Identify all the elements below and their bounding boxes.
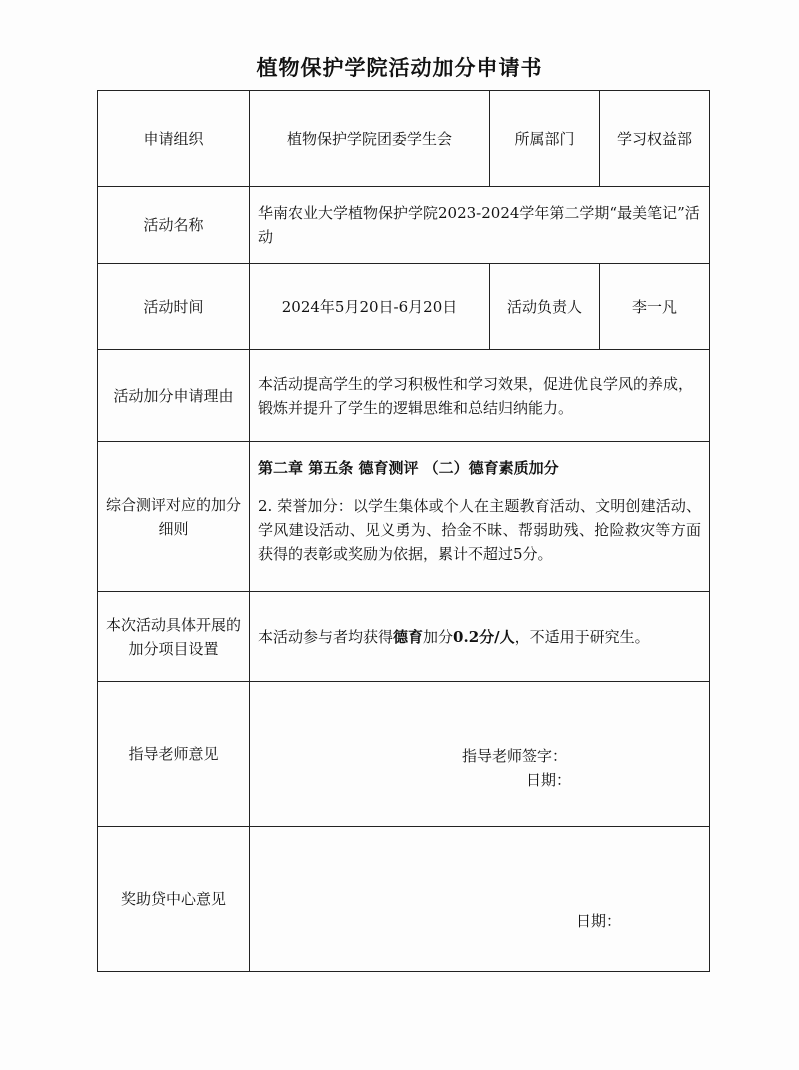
leader-label: 活动负责人 xyxy=(490,264,600,350)
rule-body: 2. 荣誉加分：以学生集体或个人在主题教育活动、文明创建活动、学风建设活动、见义勇为、拾金不昧、帮弱助残、抢险救灾等方面获得的表彰或奖励为依据，累计不超过5分。 xyxy=(258,497,701,563)
setting-text-mid: 加分 xyxy=(423,627,454,646)
teacher-sign-label: 指导老师签字： xyxy=(462,747,568,765)
row-setting xyxy=(98,592,710,682)
setting-text-bold2: 0.2分/人 xyxy=(453,627,515,646)
reason-label: 活动加分申请理由 xyxy=(98,350,250,442)
setting-text-post: ，不适用于研究生。 xyxy=(514,627,650,646)
row-rules xyxy=(98,442,710,592)
rule-cell xyxy=(250,442,710,592)
row-activity-name xyxy=(98,187,710,264)
form-title: 植物保护学院活动加分申请书 xyxy=(256,55,543,80)
rule-heading: 第二章 第五条 德育测评 （二）德育素质加分 xyxy=(258,459,559,477)
row-organization xyxy=(98,91,710,187)
setting-value xyxy=(250,592,710,682)
center-opinion-cell xyxy=(250,827,710,972)
center-date-label: 日期： xyxy=(576,912,622,930)
activity-name-value: 华南农业大学植物保护学院2023-2024学年第二学期“最美笔记”活动 xyxy=(250,187,710,264)
leader-value: 李一凡 xyxy=(600,264,710,350)
org-label: 申请组织 xyxy=(98,91,250,187)
row-teacher-opinion xyxy=(98,682,710,827)
rule-label: 综合测评对应的加分细则 xyxy=(98,442,250,592)
teacher-date-label: 日期： xyxy=(526,771,572,789)
dept-value: 学习权益部 xyxy=(600,91,710,187)
dept-label: 所属部门 xyxy=(490,91,600,187)
activity-time-label: 活动时间 xyxy=(98,264,250,350)
row-reason xyxy=(98,350,710,442)
activity-name-label: 活动名称 xyxy=(98,187,250,264)
center-label: 奖助贷中心意见 xyxy=(98,827,250,972)
setting-label: 本次活动具体开展的加分项目设置 xyxy=(98,592,250,682)
reason-value: 本活动提高学生的学习积极性和学习效果，促进优良学风的养成，锻炼并提升了学生的逻辑思维和总结归纳能力。 xyxy=(250,350,710,442)
setting-text-pre: 本活动参与者均获得 xyxy=(258,627,394,646)
row-center-opinion xyxy=(98,827,710,972)
application-form xyxy=(97,90,710,972)
activity-time-value: 2024年5月20日-6月20日 xyxy=(250,264,490,350)
teacher-opinion-cell xyxy=(250,682,710,827)
setting-text-bold1: 德育 xyxy=(393,627,424,646)
org-value: 植物保护学院团委学生会 xyxy=(250,91,490,187)
row-activity-time xyxy=(98,264,710,350)
teacher-label: 指导老师意见 xyxy=(98,682,250,827)
